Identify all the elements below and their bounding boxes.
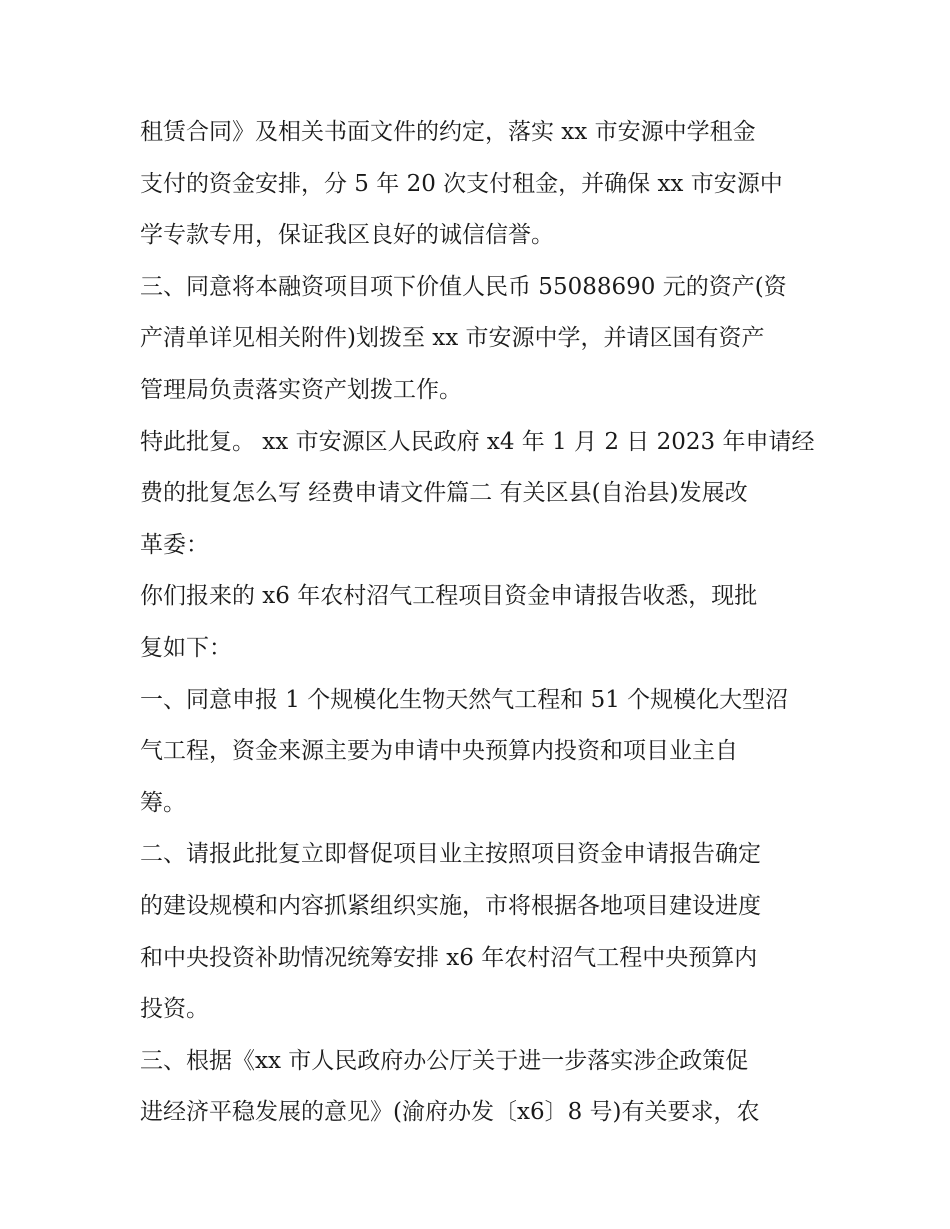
text-line-7: 特此批复。 xx 市安源区人民政府 x4 年 1 月 2 日 2023 年申请经 [140, 428, 815, 455]
text-line-16: 的建设规模和内容抓紧组织实施，市将根据各地项目建设进度 [140, 892, 761, 919]
text-line-5: 产清单详见相关附件)划拨至 xx 市安源中学，并请区国有资产 [140, 325, 765, 352]
text-line-17: 和中央投资补助情况统筹安排 x6 年农村沼气工程中央预算内 [140, 944, 758, 971]
text-line-18: 投资。 [140, 996, 209, 1023]
text-line-12: 一、同意申报 1 个规模化生物天然气工程和 51 个规模化大型沼 [140, 686, 789, 713]
text-line-14: 筹。 [140, 789, 186, 816]
text-line-6: 管理局负责落实资产划拨工作。 [140, 376, 462, 403]
text-line-20: 进经济平稳发展的意见》(渝府办发〔x6〕8 号)有关要求，农 [140, 1099, 760, 1126]
text-line-19: 三、根据《xx 市人民政府办公厅关于进一步落实涉企政策促 [140, 1047, 749, 1074]
text-line-15: 二、请报此批复立即督促项目业主按照项目资金申请报告确定 [140, 841, 761, 868]
text-line-4: 三、同意将本融资项目项下价值人民币 55088690 元的资产(资 [140, 273, 787, 300]
document-body [140, 107, 820, 1139]
text-line-11: 复如下： [140, 634, 232, 661]
text-line-8: 费的批复怎么写 经费申请文件篇二 有关区县(自治县)发展改 [140, 480, 748, 507]
text-line-3: 学专款专用，保证我区良好的诚信信誉。 [140, 222, 554, 249]
text-line-10: 你们报来的 x6 年农村沼气工程项目资金申请报告收悉，现批 [140, 583, 758, 610]
text-line-9: 革委： [140, 531, 209, 558]
text-line-13: 气工程，资金来源主要为申请中央预算内投资和项目业主自 [140, 738, 738, 765]
text-line-2: 支付的资金安排，分 5 年 20 次支付租金，并确保 xx 市安源中 [140, 170, 783, 197]
text-line-1: 租赁合同》及相关书面文件的约定，落实 xx 市安源中学租金 [140, 119, 756, 145]
